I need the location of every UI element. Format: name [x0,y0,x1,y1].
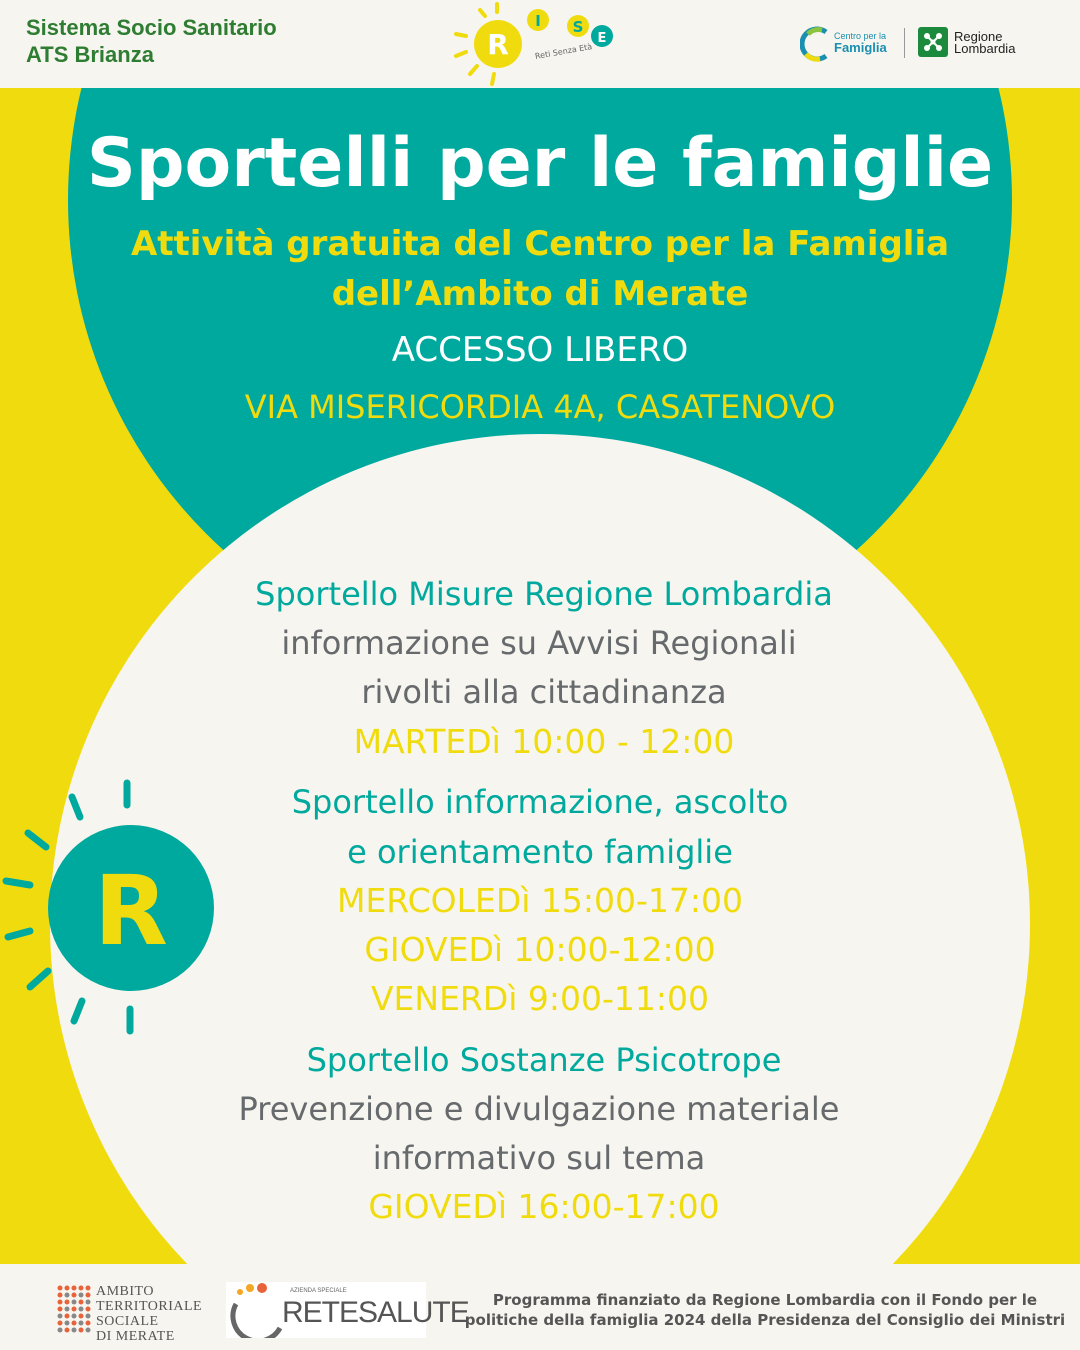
footer [0,1264,1080,1350]
ambito-line-3: SOCIALE [96,1314,159,1329]
rise-letter-i: I [535,12,541,30]
funding-line-1: Programma finanziato da Regione Lombardia con il Fondo per le [492,1291,1038,1309]
ambito-dots-icon [56,1284,94,1340]
ats-line-2: ATS Brianza [26,42,154,67]
retesalute-logo [226,1282,469,1338]
retesalute-name: RETESALUTE [282,1296,469,1329]
cpf-c-icon [800,24,830,64]
cpf-small-text: Centro per la [834,31,887,41]
ats-brianza-logo [26,14,277,68]
section-1-desc-2: rivolti alla cittadinanza [361,673,727,711]
cpf-big-text: Famiglia [834,40,887,55]
section-3-title: Sportello Sostanze Psicotrope [306,1041,782,1079]
retesalute-small-text: AZIENDA SPECIALE [290,1288,347,1294]
ambito-line-4: DI MERATE [96,1329,175,1344]
regione-line-2: Lombardia [954,41,1016,56]
section-3-desc-1: Prevenzione e divulgazione materiale [238,1090,840,1128]
logo-divider [904,28,905,58]
sun-letter: R [94,855,168,967]
ambito-line-1: AMBITO [96,1284,154,1299]
ats-line-1: Sistema Socio Sanitario [26,15,277,40]
section-3-hours-1: GIOVEDì 16:00-17:00 [368,1187,720,1226]
rise-letter-s: S [572,18,584,36]
section-2-hours-1: MERCOLEDì 15:00-17:00 [336,881,744,920]
subtitle-line-1: Attività gratuita del Centro per la Famiglia [130,224,950,264]
page-title: Sportelli per le famiglie [86,124,994,203]
section-3-desc-2: informativo sul tema [372,1139,706,1177]
rise-logo [452,0,622,88]
section-2-title-2: e orientamento famiglie [347,833,733,871]
sun-r-icon [0,775,230,1045]
ambito-merate-logo [56,1284,216,1344]
access-free-label: ACCESSO LIBERO [391,330,689,370]
funding-note [440,1290,1080,1330]
section-2-hours-2: GIOVEDì 10:00-12:00 [364,930,716,969]
section-1-hours-1: MARTEDì 10:00 - 12:00 [353,722,735,761]
section-1-title: Sportello Misure Regione Lombardia [255,575,833,613]
retesalute-swoosh-icon [226,1282,286,1338]
section-2-title-1: Sportello informazione, ascolto [291,783,789,821]
address: VIA MISERICORDIA 4A, CASATENOVO [244,388,836,426]
centro-per-la-famiglia-logo [800,24,900,64]
funding-line-2: politiche della famiglia 2024 della Presidenza del Consiglio dei Ministri [464,1311,1066,1329]
header [0,0,1080,88]
regione-rosa-camuna-icon [918,27,948,57]
ambito-line-2: TERRITORIALE [96,1299,203,1314]
section-1-desc-1: informazione su Avvisi Regionali [281,624,797,662]
subtitle-line-2: dell’Ambito di Merate [331,274,749,314]
section-2-hours-3: VENERDì 9:00-11:00 [370,979,710,1018]
rise-tagline: Reti Senza Età [534,42,593,61]
regione-line-1: Regione [954,29,1003,44]
rise-letter-r: R [487,28,509,61]
rise-letter-e: E [597,31,607,46]
